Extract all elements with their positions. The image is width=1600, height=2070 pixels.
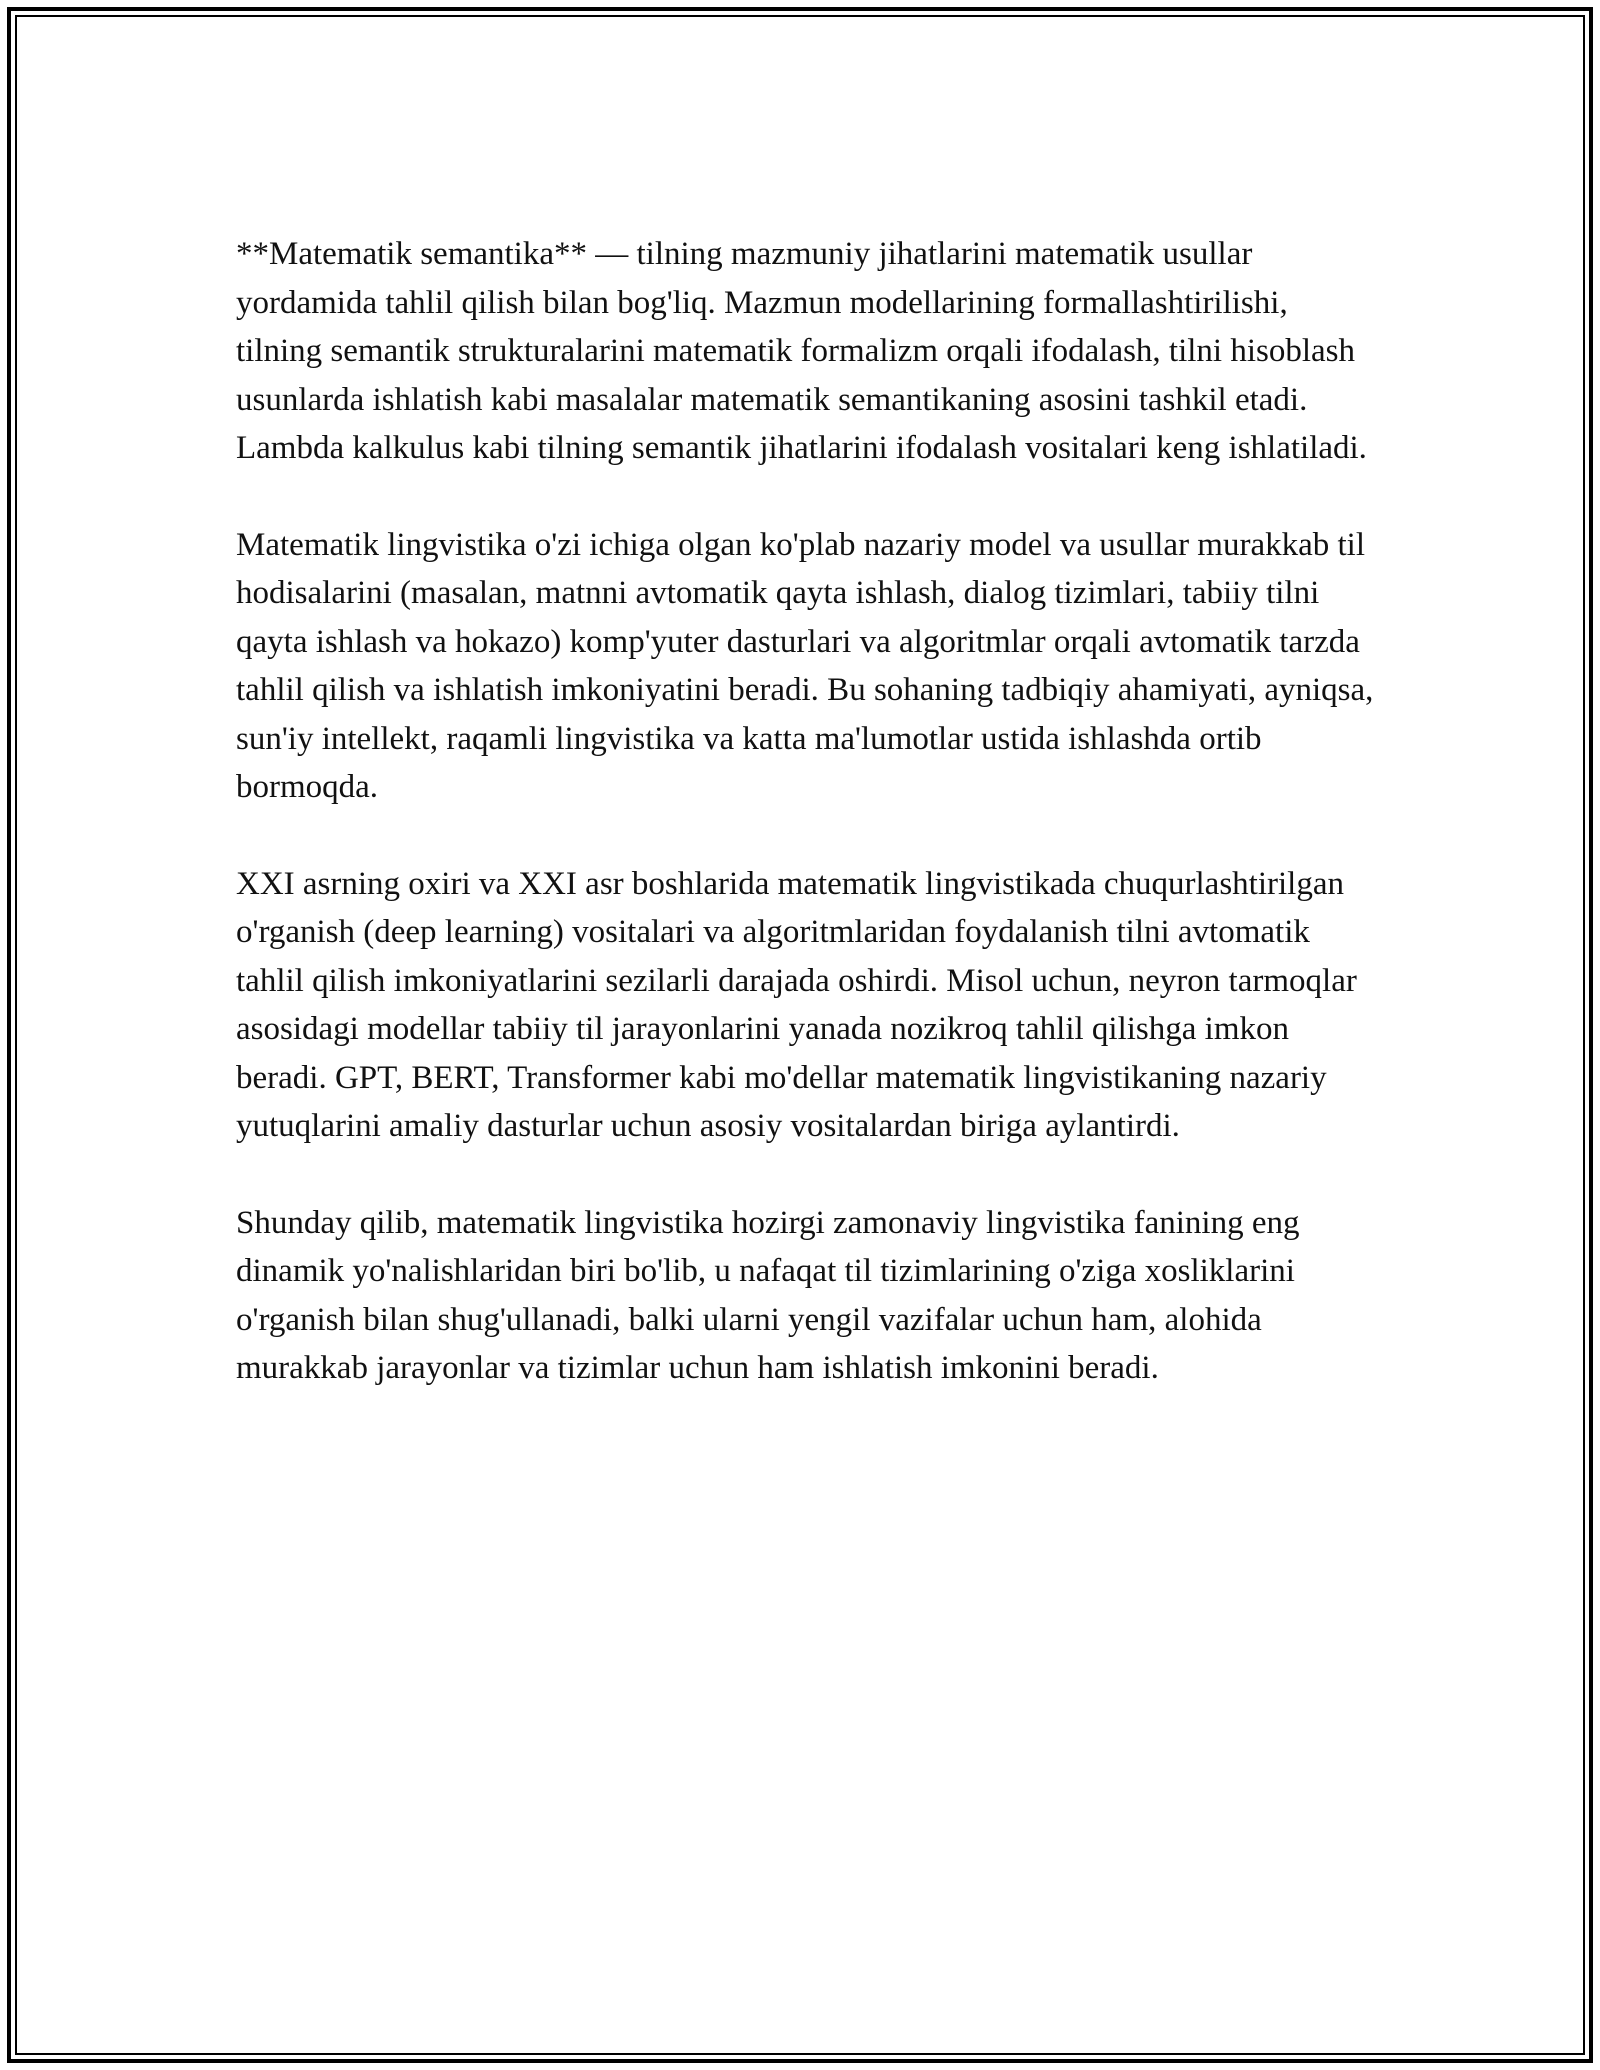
- paragraph-conclusion: Shunday qilib, matematik lingvistika hozirgi zamonaviy lingvistika fanining eng dinamik yo'nalishlaridan biri bo'lib, u nafaqat til tizimlarining o'ziga xosliklarini o'rganish bilan shug'ullanadi, balki ularni yengil vazifalar uchun ham, alohida murakkab jarayonlar va tizimlar uchun ham ishlatish imkonini beradi.: [236, 1204, 1300, 1386]
- paragraph-mathematical-semantics: **Matematik semantika** — tilning mazmuniy jihatlarini matematik usullar yordamida tahlil qilish bilan bog'liq. Mazmun modellarining formallashtirilishi, tilning semantik strukturalarini matematik formalizm orqali ifodalash, tilni hisoblash usunlarda ishlatish kabi masalalar matematik semantikaning asosini tashkil etadi. Lambda kalkulus kabi tilning semantik jihatlarini ifodalash vositalari keng ishlatiladi.: [236, 236, 1367, 466]
- document-body: [236, 230, 1376, 1441]
- paragraph-mathematical-linguistics-applications: Matematik lingvistika o'zi ichiga olgan ko'plab nazariy model va usullar murakkab til hodisalarini (masalan, matnni avtomatik qayta ishlash, dialog tizimlari, tabiiy tilni qayta ishlash va hokazo) komp'yuter dasturlari va algoritmlar orqali avtomatik tarzda tahlil qilish va ishlatish imkoniyatini beradi. Bu sohaning tadbiqiy ahamiyati, ayniqsa, sun'iy intellekt, raqamli lingvistika va katta ma'lumotlar ustida ishlashda ortib bormoqda.: [236, 526, 1374, 805]
- paragraph-deep-learning: XXI asrning oxiri va XXI asr boshlarida matematik lingvistikada chuqurlashtirilgan o'rganish (deep learning) vositalari va algoritmlaridan foydalanish tilni avtomatik tahlil qilish imkoniyatlarini sezilarli darajada oshirdi. Misol uchun, neyron tarmoqlar asosidagi modellar tabiiy til jarayonlarini yanada nozikroq tahlil qilishga imkon beradi. GPT, BERT, Transformer kabi mo'dellar matematik lingvistikaning nazariy yutuqlarini amaliy dasturlar uchun asosiy vositalardan biriga aylantirdi.: [236, 865, 1357, 1144]
